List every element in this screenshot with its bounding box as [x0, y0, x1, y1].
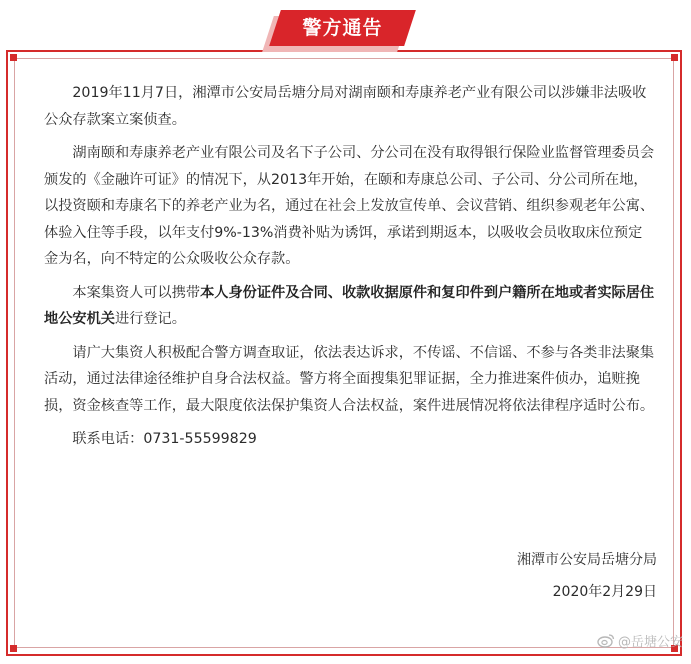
signature-org: 湘潭市公安局岳塘分局 — [517, 552, 657, 568]
registration-text-post: 进行登记。 — [114, 311, 186, 327]
watermark-text: @岳塘公安 — [617, 635, 683, 650]
contact-phone: 联系电话：0731-55599829 — [72, 431, 257, 447]
registration-documents: 本人身份证件及合同、收款收据原件和复印件到户籍所在地或者实际居住地公安机关 — [44, 284, 655, 327]
registration-text-pre: 本案集资人可以携带 — [72, 284, 201, 301]
signature-date: 2020年2月29日 — [552, 584, 657, 600]
watermark — [597, 631, 683, 650]
paragraph-case-details: 湖南颐和寿康养老产业有限公司及名下子公司、分公司在没有取得银行保险业监督管理委员会颁发的《金融许可证》的情况下，从2013年开始，在颐和寿康总公司、子公司、分公司所在地，以投资颐和寿康名下的养老产业为名，通过在社会上发放宣传单、会议营销、组织参观老年公寓、体验入住等手段，以年支付9%-13%消费补贴为诱饵，承诺到期返本，以吸收会员收取床位预定金为名，向不特定的公众吸收公众存款。 — [44, 145, 655, 267]
frame-corner — [10, 54, 17, 61]
notice-body — [44, 80, 656, 460]
paragraph-registration — [44, 280, 656, 333]
paragraph-case-filing: 2019年11月7日，湘潭市公安局岳塘分局对湖南颐和寿康养老产业有限公司以涉嫌非法吸收公众存款案立案侦查。 — [44, 85, 647, 128]
page-title: 警方通告 — [302, 17, 383, 39]
weibo-icon — [597, 633, 615, 648]
frame-corner — [671, 54, 678, 61]
frame-corner — [10, 645, 17, 652]
paragraph-appeal: 请广大集资人积极配合警方调查取证，依法表达诉求，不传谣、不信谣、不参与各类非法聚集活动，通过法律途径维护自身合法权益。警方将全面搜集犯罪证据，全力推进案件侦办，追赃挽损，资金核查等工作，最大限度依法保护集资人合法权益，案件进展情况将依法律程序适时公布。 — [44, 344, 655, 414]
